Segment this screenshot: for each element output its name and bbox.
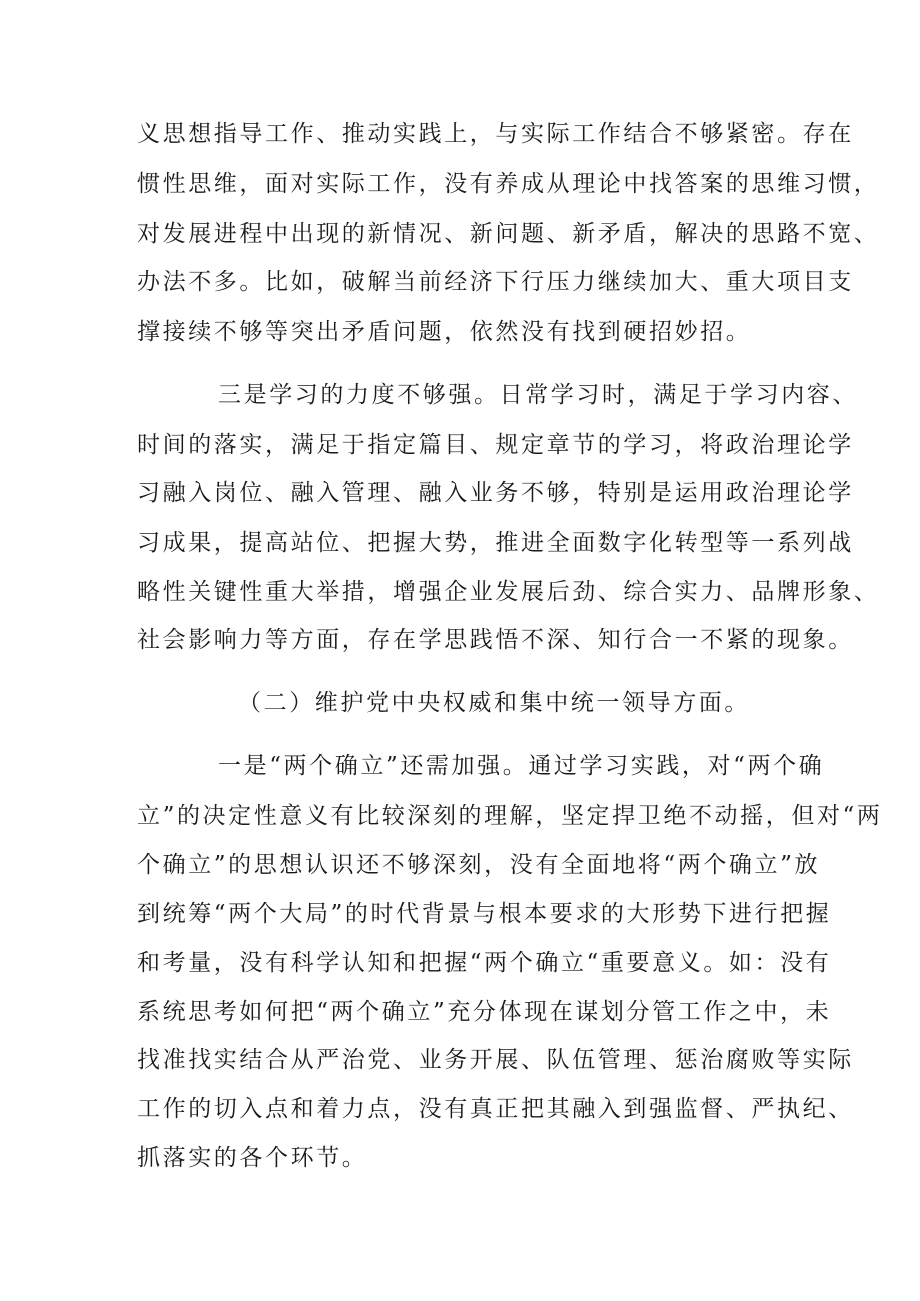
section-heading: （二）维护党中央权威和集中统一领导方面。 [238, 690, 750, 716]
paragraph-line: 习成果，提高站位、把握大势，推进全面数字化转型等一系列战 [137, 530, 854, 556]
paragraph-line: 略性关键性重大举措，增强企业发展后劲、综合实力、品牌形象、 [137, 579, 880, 605]
paragraph-line: 抓落实的各个环节。 [137, 1145, 368, 1171]
paragraph-line: 系统思考如何把“两个确立”充分体现在谋划分管工作之中，未 [137, 999, 832, 1025]
paragraph-line: 社会影响力等方面，存在学思践悟不深、知行合一不紧的现象。 [137, 627, 854, 653]
paragraph-line: 到统筹“两个大局”的时代背景与根本要求的大形势下进行把握 [137, 901, 832, 927]
paragraph-line: 一是“两个确立”还需加强。通过学习实践，对“两个确 [218, 753, 825, 779]
paragraph-line: 义思想指导工作、推动实践上，与实际工作结合不够紧密。存在 [137, 121, 854, 147]
paragraph-line: 个确立”的思想认识还不够深刻，没有全面地将“两个确立”放 [137, 852, 821, 878]
paragraph-line: 惯性思维，面对实际工作，没有养成从理论中找答案的思维习惯， [137, 171, 880, 197]
paragraph-line: 工作的切入点和着力点，没有真正把其融入到强监督、严执纪、 [137, 1096, 854, 1122]
paragraph-line: 找准找实结合从严治党、业务开展、队伍管理、惩治腐败等实际 [137, 1047, 854, 1073]
paragraph-line: 三是学习的力度不够强。日常学习时，满足于学习内容、 [218, 382, 858, 408]
paragraph-line: 撑接续不够等突出矛盾问题，依然没有找到硬招妙招。 [137, 319, 752, 345]
paragraph-line: 时间的落实，满足于指定篇目、规定章节的学习，将政治理论学 [137, 432, 854, 458]
paragraph-line: 和考量，没有科学认知和把握“两个确立“重要意义。如：没有 [137, 950, 832, 976]
paragraph-line: 立”的决定性意义有比较深刻的理解，坚定捍卫绝不动摇，但对“两 [137, 803, 883, 829]
paragraph-line: 办法不多。比如，破解当前经济下行压力继续加大、重大项目支 [137, 269, 854, 295]
paragraph-line: 对发展进程中出现的新情况、新问题、新矛盾，解决的思路不宽、 [137, 221, 880, 247]
paragraph-line: 习融入岗位、融入管理、融入业务不够，特别是运用政治理论学 [137, 480, 854, 506]
